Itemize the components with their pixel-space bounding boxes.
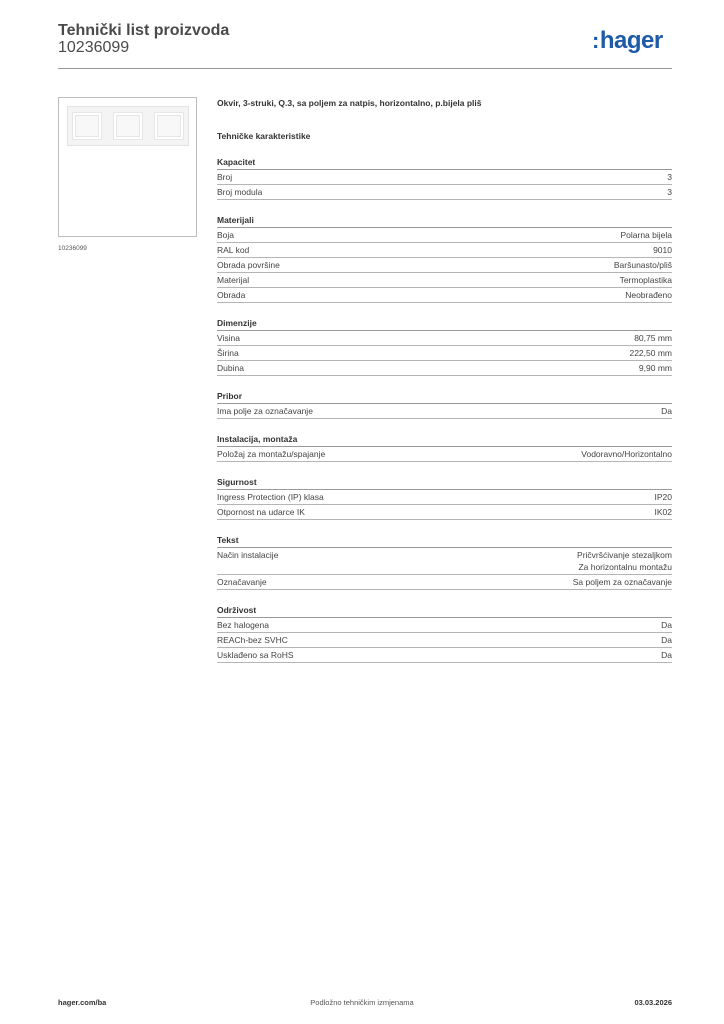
spec-label: Ingress Protection (IP) klasa — [217, 492, 324, 502]
spec-row — [217, 273, 672, 288]
document-title: Tehnički list proizvoda — [58, 22, 230, 39]
spec-row — [217, 258, 672, 273]
spec-group — [217, 156, 672, 200]
product-code: 10236099 — [58, 39, 130, 56]
spec-row — [217, 633, 672, 648]
spec-value — [620, 274, 672, 286]
spec-value — [634, 332, 672, 344]
spec-value — [667, 171, 672, 183]
spec-label: Visina — [217, 333, 240, 343]
logo-text: hager — [599, 27, 663, 54]
spec-value-line: Neobrađeno — [625, 290, 672, 300]
spec-label: Označavanje — [217, 577, 267, 587]
spec-value-line: 9,90 mm — [638, 363, 672, 373]
spec-label: Bez halogena — [217, 620, 269, 630]
spec-value — [655, 491, 673, 503]
hager-logo: :hager — [592, 27, 663, 54]
spec-group — [217, 534, 672, 590]
spec-label: Otpornost na udarce IK — [217, 507, 305, 517]
spec-label: RAL kod — [217, 245, 250, 255]
spec-value-line: Sa poljem za označavanje — [572, 577, 672, 587]
spec-value-line: Da — [661, 635, 672, 645]
spec-label: Boja — [217, 230, 235, 240]
spec-row — [217, 447, 672, 462]
spec-value-line: Termoplastika — [619, 275, 672, 285]
spec-value-line: Polarna bijela — [620, 230, 672, 240]
spec-group — [217, 390, 672, 419]
spec-row — [217, 361, 672, 376]
spec-group-title: Materijali — [217, 214, 672, 228]
spec-value — [577, 549, 672, 573]
spec-value-line: 3 — [667, 172, 672, 182]
footer-note: Podložno tehničkim izmjenama — [310, 998, 414, 1007]
spec-value — [661, 649, 672, 661]
spec-value — [581, 448, 672, 460]
spec-value-line: Da — [661, 406, 672, 416]
spec-group-title: Pribor — [217, 390, 672, 404]
spec-value — [629, 347, 672, 359]
spec-group-title: Održivost — [217, 604, 672, 618]
spec-group-title: Instalacija, montaža — [217, 433, 672, 447]
spec-value — [625, 289, 672, 301]
spec-label: Obrada — [217, 290, 246, 300]
spec-value — [573, 576, 672, 588]
spec-label: REACh-bez SVHC — [217, 635, 288, 645]
footer-date: 03.03.2026 — [634, 998, 672, 1007]
spec-row — [217, 618, 672, 633]
header-divider — [58, 68, 672, 69]
spec-value — [661, 634, 672, 646]
spec-row — [217, 288, 672, 303]
spec-value-line: 9010 — [653, 245, 672, 255]
spec-row — [217, 575, 672, 590]
spec-label: Broj modula — [217, 187, 263, 197]
spec-value — [667, 186, 672, 198]
spec-group-title: Dimenzije — [217, 317, 672, 331]
spec-value-line: Da — [661, 620, 672, 630]
frame-slot — [155, 113, 183, 139]
spec-label: Broj — [217, 172, 233, 182]
spec-label: Materijal — [217, 275, 250, 285]
spec-value — [620, 229, 672, 241]
spec-value-line: Baršunasto/pliš — [613, 260, 672, 270]
spec-group-title: Sigurnost — [217, 476, 672, 490]
spec-label: Dubina — [217, 363, 244, 373]
spec-value — [639, 362, 672, 374]
spec-row — [217, 170, 672, 185]
spec-row — [217, 346, 672, 361]
spec-row — [217, 185, 672, 200]
spec-value-line: Da — [661, 650, 672, 660]
spec-value — [653, 244, 672, 256]
section-heading: Tehničke karakteristike — [217, 131, 311, 141]
spec-groups — [217, 156, 672, 663]
spec-value-line: IP20 — [654, 492, 672, 502]
spec-value-line: Vodoravno/Horizontalno — [581, 449, 672, 459]
spec-value-line: IK02 — [654, 507, 672, 517]
spec-label: Usklađeno sa RoHS — [217, 650, 294, 660]
spec-row — [217, 548, 672, 575]
footer-website: hager.com/ba — [58, 998, 107, 1007]
frame-slot — [73, 113, 101, 139]
spec-group — [217, 317, 672, 376]
spec-group-title: Kapacitet — [217, 156, 672, 170]
spec-row — [217, 331, 672, 346]
spec-group — [217, 604, 672, 663]
spec-value-line: 80,75 mm — [634, 333, 672, 343]
spec-content — [217, 97, 672, 663]
spec-group — [217, 433, 672, 462]
spec-label: Način instalacije — [217, 550, 279, 560]
spec-row — [217, 228, 672, 243]
spec-value — [661, 405, 672, 417]
frame-illustration — [67, 106, 189, 146]
spec-group — [217, 214, 672, 303]
product-description: Okvir, 3-struki, Q.3, sa poljem za natpis, horizontalno, p.bijela pliš — [217, 98, 482, 108]
spec-label: Položaj za montažu/spajanje — [217, 449, 326, 459]
spec-label: Širina — [217, 348, 239, 358]
spec-group — [217, 476, 672, 520]
spec-value-line: 222,50 mm — [629, 348, 672, 358]
frame-slot — [114, 113, 142, 139]
spec-row — [217, 648, 672, 663]
spec-value — [655, 506, 673, 518]
spec-row — [217, 505, 672, 520]
spec-value — [661, 619, 672, 631]
spec-value-line: Pričvršćivanje stezaljkom — [577, 550, 672, 560]
product-image — [58, 97, 197, 237]
spec-label: Obrada površine — [217, 260, 280, 270]
spec-row — [217, 490, 672, 505]
spec-row — [217, 404, 672, 419]
spec-row — [217, 243, 672, 258]
spec-value-line: Za horizontalnu montažu — [578, 562, 672, 572]
spec-label: Ima polje za označavanje — [217, 406, 313, 416]
spec-value — [614, 259, 672, 271]
spec-value-line: 3 — [667, 187, 672, 197]
image-caption: 10236099 — [58, 245, 87, 252]
spec-group-title: Tekst — [217, 534, 672, 548]
